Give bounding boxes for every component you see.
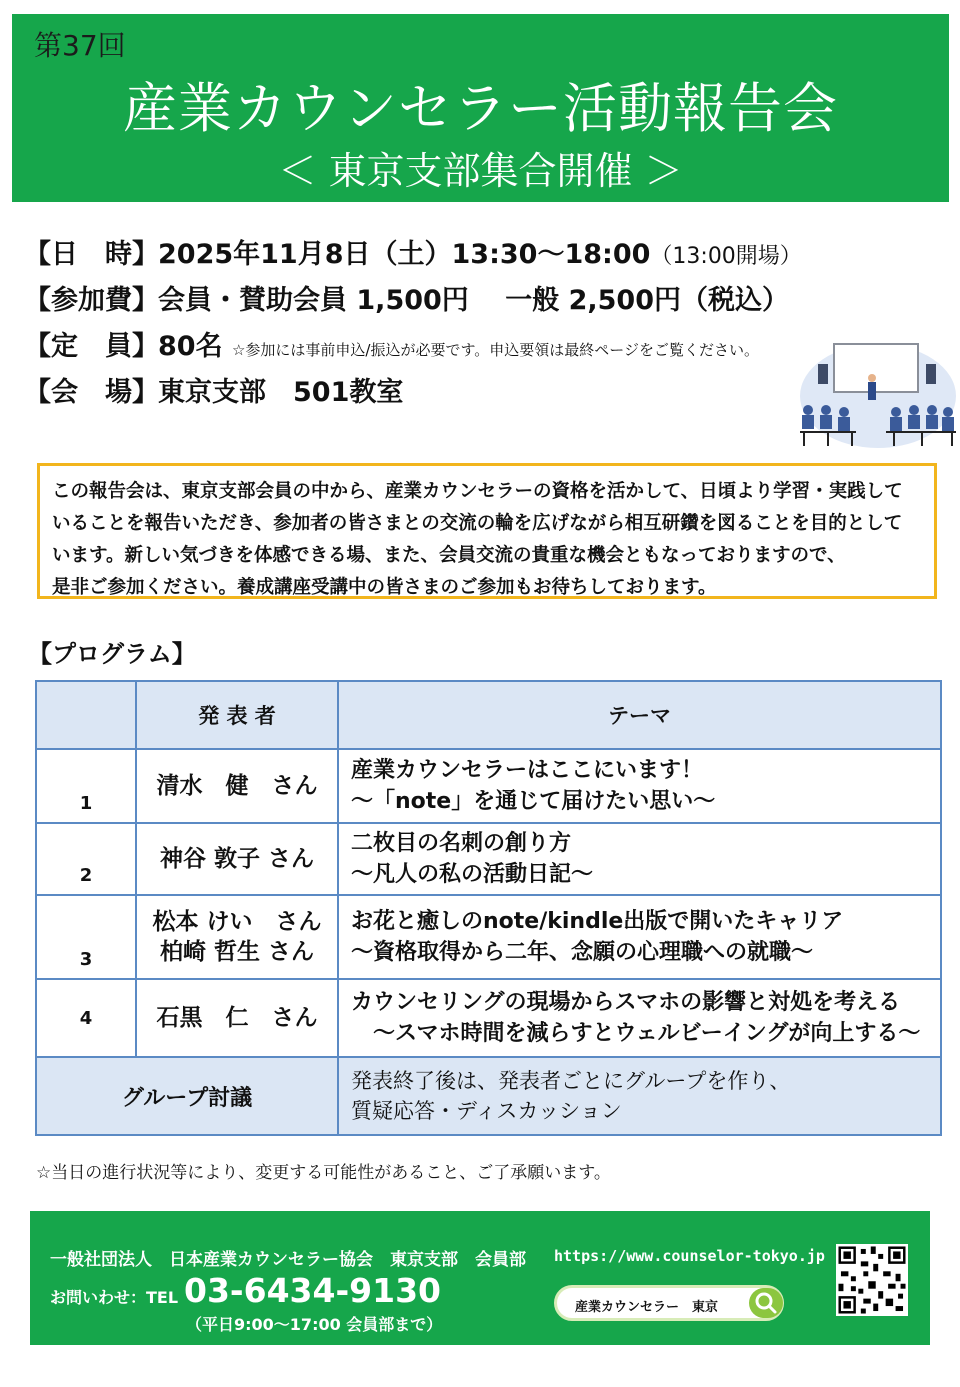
row-theme [338, 749, 941, 823]
office-hours: （平日9:00～17:00 会員部まで） [186, 1315, 443, 1334]
speaker-name: 柏崎 哲生 さん [159, 939, 314, 965]
seminar-illustration [798, 334, 958, 450]
page-subtitle: ＜ 東京支部集合開催 ＞ [278, 149, 683, 193]
intro-line: います。新しい気づきを体感できる場、また、会員交流の貴重な機会ともなっておりますので、 [52, 545, 846, 566]
row-speaker [136, 895, 338, 979]
program-table [35, 680, 942, 1136]
search-box[interactable] [554, 1285, 784, 1321]
theme-subtitle: ～資格取得から二年、念願の心理職への就職～ [351, 940, 814, 965]
header-banner [12, 14, 949, 202]
theme-title: 二枚目の名刺の創り方 [351, 831, 572, 856]
tel-label: お問いわせ：TEL [50, 1288, 179, 1307]
venue-line [24, 370, 403, 409]
edition-label: 第37回 [34, 29, 126, 62]
capacity-key: 【定 員】 [24, 331, 159, 362]
intro-line: この報告会は、東京支部会員の中から、産業カウンセラーの資格を活かして、日頃より学習・実践して [52, 481, 903, 502]
theme-title: カウンセリングの現場からスマホの影響と対処を考える [351, 990, 901, 1015]
speaker-name: 清水 健 さん [156, 773, 318, 799]
group-discussion-row [36, 1057, 941, 1135]
date-line [24, 232, 802, 271]
theme-subtitle: ～「note」を通じて届けたい思い～ [351, 789, 716, 814]
qr-code-icon [836, 1244, 908, 1316]
row-speaker [136, 749, 338, 823]
table-row [36, 823, 941, 895]
header-theme: テーマ [338, 681, 941, 749]
row-number: 1 [36, 749, 136, 823]
capacity-value: 80名 [158, 331, 223, 362]
search-button[interactable] [749, 1288, 783, 1318]
page-title: 産業カウンセラー活動報告会 [123, 77, 838, 140]
table-row [36, 979, 941, 1057]
table-header-row [36, 681, 941, 749]
footnote: ☆当日の進行状況等により、変更する可能性があること、ご了承願います。 [36, 1163, 611, 1183]
intro-box [37, 463, 937, 599]
row-number: 2 [36, 823, 136, 895]
table-row [36, 749, 941, 823]
speaker-name: 神谷 敦子 さん [159, 846, 314, 872]
organization-name: 一般社団法人 日本産業カウンセラー協会 東京支部 会員部 [50, 1250, 526, 1270]
venue-key: 【会 場】 [24, 377, 159, 408]
row-number: 4 [36, 979, 136, 1057]
header-number [36, 681, 136, 749]
group-discussion-text [338, 1057, 941, 1135]
program-label: 【プログラム】 [28, 640, 196, 668]
theme-subtitle: ～凡人の私の活動日記～ [351, 862, 594, 887]
group-text-line: 質疑応答・ディスカッション [351, 1099, 622, 1123]
capacity-line [24, 324, 759, 363]
row-number: 3 [36, 895, 136, 979]
table-row [36, 895, 941, 979]
row-theme [338, 895, 941, 979]
intro-line: 是非ご参加ください。養成講座受講中の皆さまのご参加もお待ちしております。 [52, 577, 717, 598]
speaker-name: 松本 けい さん [152, 909, 322, 935]
theme-subtitle: ～スマホ時間を減らすとウェルビーイングが向上する～ [351, 1021, 921, 1046]
row-theme [338, 979, 941, 1057]
row-speaker [136, 979, 338, 1057]
phone-number: 03-6434-9130 [184, 1271, 442, 1310]
search-text: 産業カウンセラー 東京 [575, 1300, 719, 1315]
venue-value: 東京支部 501教室 [158, 377, 404, 408]
search-icon [749, 1288, 783, 1318]
theme-title: お花と癒しのnote/kindle出版で開いたキャリア [351, 909, 844, 934]
website-link[interactable]: https://www.counselor-tokyo.jp [554, 1247, 825, 1265]
group-text-line: 発表終了後は、発表者ごとにグループを作り、 [351, 1069, 791, 1093]
date-note: （13:00開場） [650, 244, 802, 269]
row-speaker [136, 823, 338, 895]
intro-line: いることを報告いただき、参加者の皆さまとの交流の輪を広げながら相互研鑽を図ることを目的として [52, 513, 903, 534]
group-discussion-label: グループ討議 [36, 1057, 338, 1135]
fee-line [24, 278, 789, 317]
footer-banner [30, 1211, 930, 1345]
capacity-note: ☆参加には事前申込/振込が必要です。申込要領は最終ページをご覧ください。 [231, 341, 759, 359]
fee-key: 【参加費】 [24, 285, 159, 316]
fee-value: 会員・賛助会員 1,500円 一般 2,500円（税込） [158, 285, 790, 316]
date-value: 2025年11月8日（土）13:30～18:00 [158, 239, 651, 270]
theme-title: 産業カウンセラーはここにいます！ [351, 758, 704, 783]
speaker-name: 石黒 仁 さん [156, 1005, 318, 1031]
row-theme [338, 823, 941, 895]
date-key: 【日 時】 [24, 239, 159, 270]
header-speaker: 発 表 者 [136, 681, 338, 749]
